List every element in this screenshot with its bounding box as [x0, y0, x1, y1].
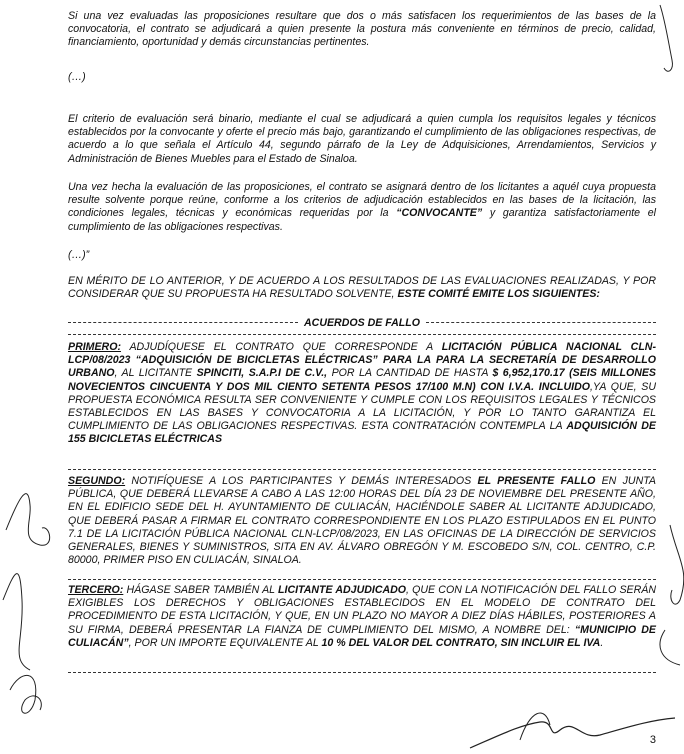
ellipsis-2: (…)” — [68, 249, 90, 261]
merito-text: EN MÉRITO DE LO ANTERIOR, Y DE ACUERDO A LOS RESULTADOS DE LAS EVALUACIONES REALIZADAS, Y POR CONSIDERAR QUE SU PROPUESTA HA RESULTADO SOLVENTE, — [68, 275, 656, 301]
segundo-text: NOTIFÍQUESE A LOS PARTICIPANTES Y DEMÁS INTERESADOS — [125, 475, 478, 487]
primero-text: , AL LICITANTE — [114, 367, 197, 380]
tercero-text: , POR UN IMPORTE EQUIVALENTE AL — [128, 636, 322, 649]
primero-adquisicion: ADQUISICIÓN DE 155 BICICLETAS ELÉCTRICAS — [68, 420, 657, 446]
tercero-licitante: LICITANTE ADJUDICADO — [278, 584, 407, 596]
p3-text-c: y garantiza satisfactoriamente el cumplimiento de las obligaciones respectivas. — [68, 207, 656, 233]
tercero-text: HÁGASE SABER TAMBIÉN AL — [123, 584, 279, 596]
merito-bold: ESTE COMITÉ EMITE LOS SIGUIENTES: — [397, 288, 600, 301]
primero-licitacion: LICITACIÓN PÚBLICA NACIONAL CLN-LCP/08/2023 “ADQUISICIÓN DE BICICLETAS ELÉCTRICAS” PARA LA PARA LA SECRETARÍA DE DESARROLLO URBANO — [68, 341, 656, 380]
p3-convocante: “CONVOCANTE” — [396, 207, 483, 220]
tercero-importe: 10 % DEL VALOR DEL CONTRATO, SIN INCLUIR EL IVA — [321, 636, 601, 649]
acuerdos-label: ACUERDOS DE FALLO — [304, 316, 420, 329]
primero-text: POR LA CANTIDAD DE HASTA — [327, 367, 493, 380]
primero-licitante: SPINCITI, S.A.P.I DE C.V., — [196, 367, 328, 380]
primero-cantidad: $ 6,952,170.17 (SEIS MILLONES NOVECIENTOS CINCUENTA Y DOS MIL CIENTO SETENTA PESOS 17/100 M.N) CON I.V.A. INCLUIDO — [68, 367, 656, 393]
primero-text: ,YA QUE, SU PROPUESTA ECONÓMICA RESULTA SER CONVENIENTE Y CUMPLE CON LOS REQUISITOS LEGALES Y TÉCNICOS ESTABLECIDOS EN LAS BASES Y CONVOCATORIA A LA LICITACIÓN, Y POR LO TANTO GARANTIZA EL CUMPLIMIENTO DE LAS OBLIGACIONES RESPECTIVAS. ESTA CONTRATACIÓN CONTEMPLA LA — [68, 380, 656, 433]
tercero-text: . — [600, 636, 604, 649]
segundo-label: SEGUNDO: — [68, 475, 126, 487]
ellipsis-1: (…) — [68, 71, 86, 83]
paragraph-evaluation-tie: Si una vez evaluadas las proposiciones resultare que dos o más satisfacen los requerimientos de las bases de la convocatoria, el contrato se adjudicará a quien presente la postura más conveniente en términos de precio, calidad, financiamiento, oportunidad y demás circunstancias pertinentes. — [68, 10, 656, 49]
primero-label: PRIMERO: — [68, 341, 121, 353]
segundo-text: EN JUNTA PÚBLICA, QUE DEBERÁ LLEVARSE A CABO A LAS 12:00 HORAS DEL DÍA 23 DE NOVIEMBRE DEL PRESENTE AÑO, EN EL EDIFICIO SEDE DEL H. AYUNTAMIENTO DE CULIACÁN, HACIÉNDOLE SABER AL LICITANTE ADJUDICADO, QUE DEBERÁ PASAR A FIRMAR EL CONTRATO CORRESPONDIENTE EN LOS PLAZO ESTIPULADOS EN EL PUNTO 7.1 DE LA LICITACIÓN PÚBLICA NACIONAL CLN-LCP/08/2023, EN LAS OFICINAS DE LA DIRECCIÓN DE SERVICIOS GENERALES, BIENES Y SUMINISTROS, SITA EN AV. ÁLVARO OBREGÓN Y M. ESCOBEDO S/N, COL. CENTRO, C.P. 80000, PRIMER PISO EN CULIACÁN, SINALOA. — [68, 475, 656, 567]
tercero-label: TERCERO: — [68, 584, 124, 596]
segundo-fallo: EL PRESENTE FALLO — [477, 475, 596, 487]
p3-text-a: Una vez hecha la evaluación de las proposiciones, el contrato se asignará dentro de los licitantes a aquél cuya propuesta resulte solvente porque reúne, conforme a los criterios de adjudicación establecidos en las bases de la licitación, las condiciones legales, técnicas y económicas requeridas por la — [68, 181, 656, 220]
primero-text: ADJUDÍQUESE EL CONTRATO QUE CORRESPONDE A — [120, 341, 442, 353]
paragraph-binary-criteria: El criterio de evaluación será binario, mediante el cual se adjudicará a quien cumpla los requisitos legales y técnicos establecidos por la convocante y oferte el precio más bajo, garantizando el cumplimiento de las obligaciones respectivas, de acuerdo a lo que señala el Artículo 44, segundo párrafo de la Ley de Adquisiciones, Arrendamientos, Servicios y Administración de Bienes Muebles para el Estado de Sinaloa. — [68, 113, 656, 165]
page-number: 3 — [649, 734, 656, 746]
tercero-municipio: “MUNICIPIO DE CULIACÁN” — [68, 623, 656, 649]
tercero-text: , QUE CON LA NOTIFICACIÓN DEL FALLO SERÁN EXIGIBLES LOS DERECHOS Y OBLIGACIONES ESTABLECIDOS EN EL MODELO DE CONTRATO DEL PROCEDIMIENTO DE ESTA LICITACIÓN, Y QUE, EN UN PLAZO NO MAYOR A DIEZ DÍAS HÁBILES, POSTERIORES A SU FIRMA, DEBERÁ PRESENTAR LA FIANZA DE CUMPLIMIENTO DEL MISMO, A NOMBRE DEL: — [68, 584, 656, 636]
